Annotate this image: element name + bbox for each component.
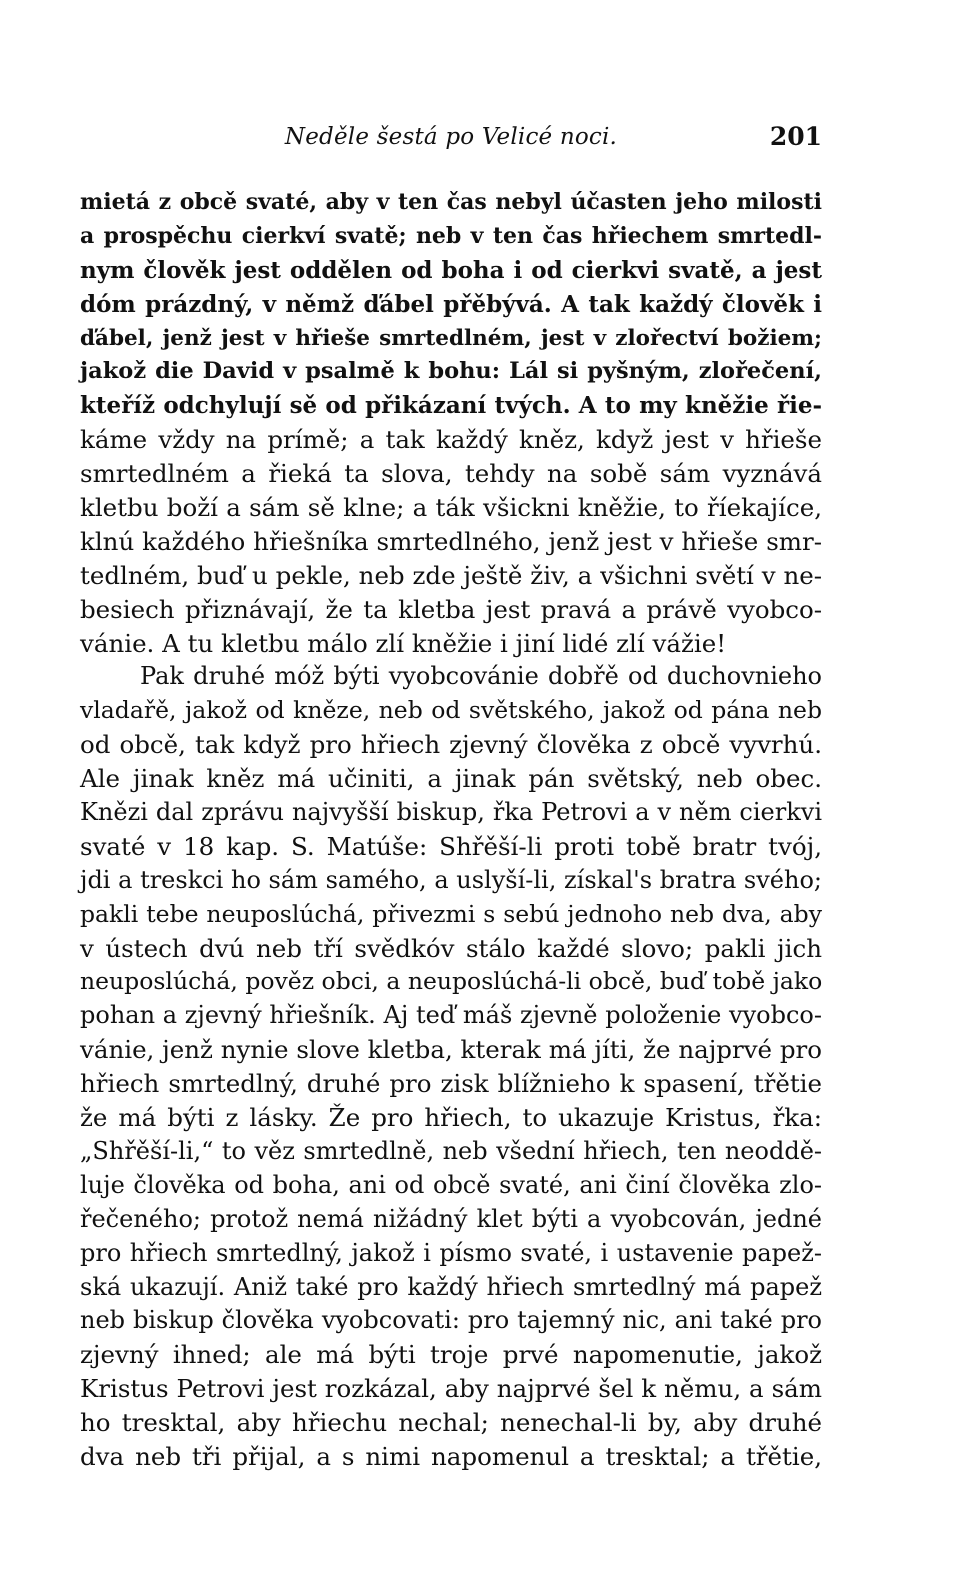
text-line: svaté v 18 kap. S. Matúše: Shřěší-li proti tobě bratr tvój, xyxy=(80,831,822,861)
text-line: dva neb tři přijal, a s nimi napomenul a tresktal; a třětie, xyxy=(80,1441,822,1471)
text-line: Ale jinak kněz má učiniti, a jinak pán světský, neb obec. xyxy=(80,764,822,794)
text-line: smrtedlném a řieká ta slova, tehdy na sobě sám vyznává xyxy=(80,459,822,489)
text-line: besiech přiznávají, že ta kletba jest pravá a právě vyobco- xyxy=(80,594,822,624)
text-line: v ústech dvú neb tří svědkóv stálo každé slovo; pakli jich xyxy=(80,933,822,963)
text-line: tedlném, buď u pekle, neb zde ještě živ, a všichni světí v ne- xyxy=(80,560,822,590)
page-header xyxy=(80,124,822,156)
text-line: „Shřěší-li,“ to věz smrtedlně, neb všední hřiech, ten neoddě- xyxy=(80,1136,822,1165)
running-head: Neděle šestá po Velicé noci. xyxy=(284,124,618,150)
text-line: zjevný ihned; ale má býti troje prvé napomenutie, jakož xyxy=(80,1340,822,1370)
text-line: kteříž odchylují sě od přikázaní tvých. A to my kněžie řie- xyxy=(80,392,822,420)
text-line: dóm prázdný, v němž ďábel přěbývá. A tak každý člověk i xyxy=(80,290,822,318)
text-line: Kristus Petrovi jest rozkázal, aby najprvé šel k němu, a sám xyxy=(80,1374,822,1404)
text-line: mietá z obcě svaté, aby v ten čas nebyl účasten jeho milosti xyxy=(80,189,822,215)
text-line: Knězi dal zprávu najvyšší biskup, řka Petrovi a v něm cierkvi xyxy=(80,798,822,827)
text-line: neuposlúchá, pověz obci, a neuposlúchá-li obcě, buď tobě jako xyxy=(80,967,823,996)
text-line: pro hřiech smrtedlný, jakož i písmo svaté, i ustavenie papež- xyxy=(80,1238,822,1267)
text-line: ho tresktal, aby hřiechu nechal; nenechal-li by, aby druhé xyxy=(80,1408,822,1438)
text-line: hřiech smrtedlný, druhé pro zisk blížnieho k spasení, třětie xyxy=(80,1069,822,1099)
paragraph-start-line: Pak druhé móž býti vyobcovánie dobřě od duchovnieho xyxy=(140,662,822,691)
body-text xyxy=(80,186,822,1474)
text-line: pakli tebe neuposlúchá, přivezmi s sebú jednoho neb dva, aby xyxy=(80,899,822,928)
text-line: řečeného; protož nemá nižádný klet býti a vyobcován, jedné xyxy=(80,1204,822,1233)
text-line: od obcě, tak když pro hřiech zjevný člověka z obcě vyvrhú. xyxy=(80,730,822,760)
text-line: neb biskup člověka vyobcovati: pro tajemný nic, ani také pro xyxy=(80,1306,822,1335)
text-line: luje člověka od boha, ani od obcě svaté, ani činí člověka zlo- xyxy=(80,1170,822,1199)
text-line: pohan a zjevný hřiešník. Aj teď máš zjevně položenie vyobco- xyxy=(80,1001,822,1030)
text-line: a prospěchu cierkví svatě; neb v ten čas hřiechem smrtedl- xyxy=(80,222,822,249)
text-line: ská ukazují. Aniž také pro každý hřiech smrtedlný má papež xyxy=(80,1272,822,1301)
paragraph-end-line: vánie. A tu kletbu málo zlí kněžie i jiní lidé zlí vážie! xyxy=(80,628,727,658)
text-line: kletbu boží a sám sě klne; a ták všickni kněžie, to říekajíce, xyxy=(80,493,822,523)
text-line: jakož die David v psalmě k bohu: Lál si pyšným, zlořečení, xyxy=(80,358,822,385)
text-line: ďábel, jenž jest v hřieše smrtedlném, jest v zlořectví božiem; xyxy=(80,325,822,351)
text-line: nym člověk jest oddělen od boha i od cierkvi svatě, a jest xyxy=(80,256,822,284)
text-line: klnú každého hřiešníka smrtedlného, jenž jest v hřieše smr- xyxy=(80,526,822,556)
text-line: jdi a treskci ho sám samého, a uslyší-li, získal's bratra svého; xyxy=(80,865,822,894)
text-line: vánie, jenž nynie slove kletba, kterak má jíti, že najprvé pro xyxy=(80,1035,822,1065)
page-number: 201 xyxy=(769,122,822,151)
text-line: káme vždy na prímě; a tak každý kněz, když jest v hřieše xyxy=(80,425,822,455)
book-page xyxy=(80,0,822,1570)
text-line: že má býti z lásky. Že pro hřiech, to ukazuje Kristus, řka: xyxy=(80,1103,822,1133)
text-line: vladařě, jakož od kněze, neb od světského, jakož od pána neb xyxy=(80,696,822,725)
